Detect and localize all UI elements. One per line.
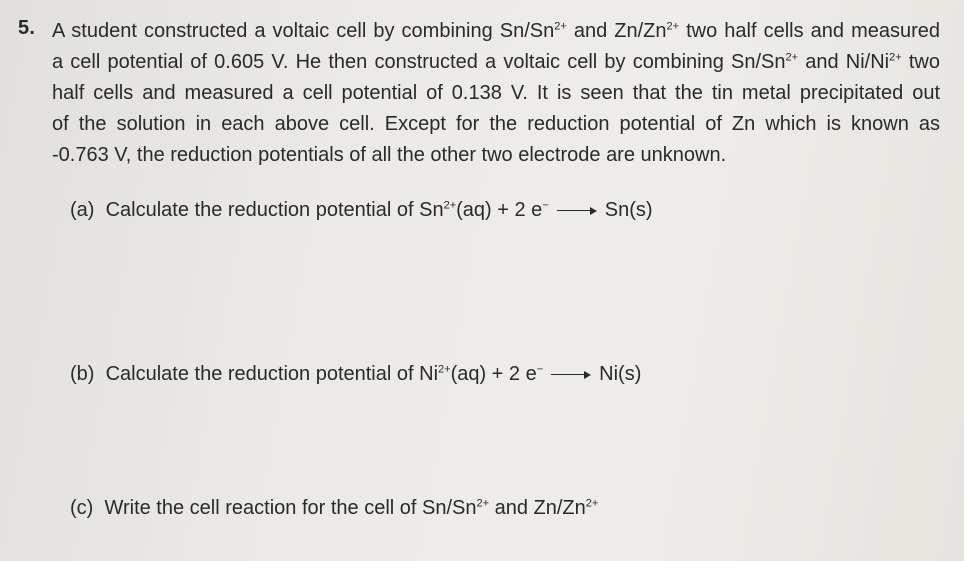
ion-charge: 2+ [438,363,451,376]
stem-line-3 [52,78,940,109]
half-cell-sn [500,20,567,42]
part-a [70,199,653,222]
half-cell-ni [846,51,902,73]
reaction-arrow-icon [557,206,597,216]
half-cell-sn [731,51,798,73]
ion-charge: 2+ [666,20,680,33]
ion-charge: 2+ [443,199,457,212]
stem-text: -0.763 V, the reduction potentials of all the other two electrode are unknown. [52,144,727,166]
chem-formula: Sn/Sn [499,20,555,42]
chem-formula: Ni/Ni [845,51,890,73]
stem-text: two half cells and measured [679,20,941,42]
part-c-label: (c) [70,497,94,519]
stem-text: two [901,51,940,73]
half-cell-zn [614,20,679,42]
question-number: 5. [18,17,36,39]
stem-line-1 [52,16,940,47]
ion-charge: 2+ [785,51,799,64]
part-b-label: (b) [70,363,95,385]
stem-text: a cell potential of 0.605 V. He then constructed a voltaic cell by combining [52,51,732,73]
part-c-prompt: Write the cell reaction for the cell of [104,497,423,519]
stem-line-5 [52,140,940,171]
ion-charge: 2+ [889,51,902,64]
stem-text: and [566,20,615,42]
stem-text: half cells and measured a cell potential of 0.138 V. It is seen that the tin metal precipitated out [52,82,940,104]
ion-charge: 2+ [476,497,490,510]
reactant-rest: (aq) + 2 e [450,363,537,385]
electron-charge: − [536,363,544,376]
electron-charge: − [542,199,549,212]
reaction-product: Sn(s) [604,199,653,221]
chem-formula: Zn/Zn [614,20,667,42]
ion-charge: 2+ [554,20,567,33]
joiner-text: and [489,497,534,519]
cell-zn: Zn/Zn [533,497,586,519]
reaction-sn [419,199,652,221]
part-b-prompt: Calculate the reduction potential of [105,363,420,385]
stem-line-4 [52,109,940,140]
part-a-prompt: Calculate the reduction potential of [105,199,420,221]
chem-formula: Sn/Sn [731,51,786,73]
ion-charge: 2+ [585,497,599,510]
reactant-species: Sn [419,199,444,221]
part-a-label: (a) [70,199,95,221]
part-c [70,497,598,520]
reaction-arrow-icon [551,370,591,380]
stem-text: A student constructed a voltaic cell by combining [52,20,500,42]
part-b [70,363,641,386]
stem-text: and [798,51,846,73]
reaction-product: Ni(s) [599,363,642,385]
question-stem [52,16,940,171]
stem-text: of the solution in each above cell. Except for the reduction potential of Zn which is known as [52,113,940,135]
cell-sn: Sn/Sn [422,497,477,519]
reaction-ni [419,363,641,385]
reactant-rest: (aq) + 2 e [456,199,543,221]
stem-line-2 [52,47,940,78]
reactant-species: Ni [419,363,439,385]
